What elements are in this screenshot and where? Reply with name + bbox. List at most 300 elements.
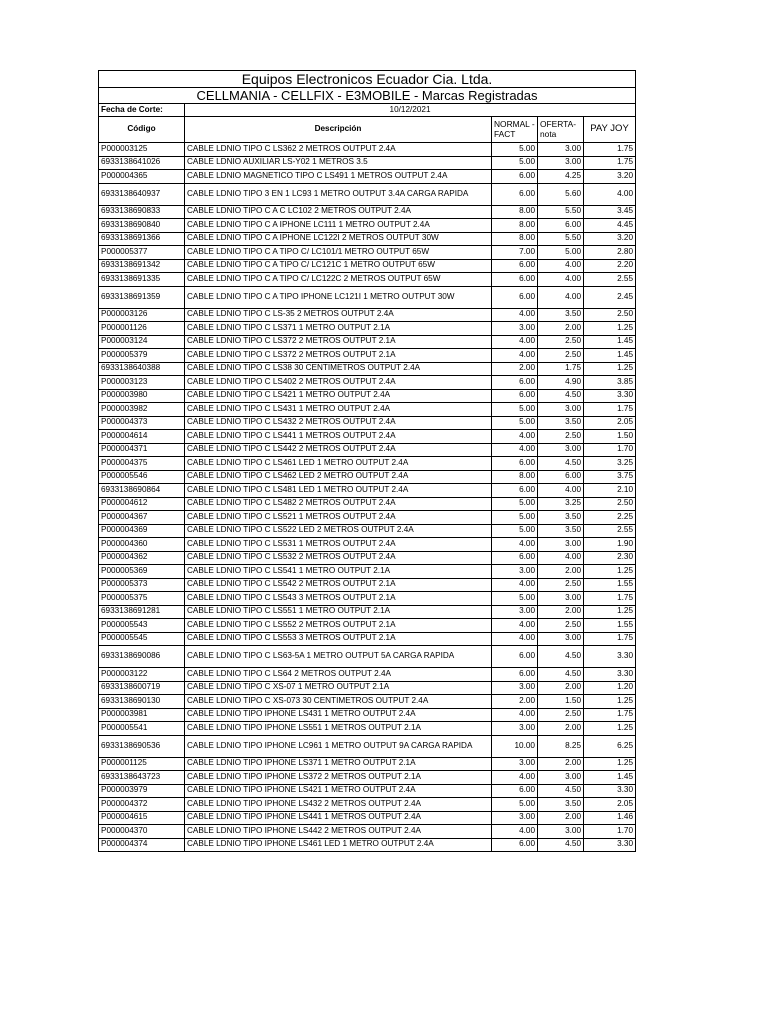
product-code: 6933138641026 xyxy=(99,156,185,170)
price-normal: 3.00 xyxy=(492,605,538,619)
price-payjoy: 3.20 xyxy=(584,232,636,246)
price-oferta: 3.00 xyxy=(538,825,584,839)
price-oferta: 4.00 xyxy=(538,286,584,308)
product-code: P000004362 xyxy=(99,551,185,565)
table-row xyxy=(99,578,636,592)
price-normal: 4.00 xyxy=(492,578,538,592)
product-code: 6933138691281 xyxy=(99,605,185,619)
product-code: P000005541 xyxy=(99,722,185,736)
product-code: P000004367 xyxy=(99,511,185,525)
price-oferta: 4.50 xyxy=(538,668,584,682)
table-row xyxy=(99,565,636,579)
price-payjoy: 1.75 xyxy=(584,592,636,606)
product-description: CABLE LDNIO TIPO IPHONE LS421 1 METRO OUTPUT 2.4A xyxy=(185,784,492,798)
price-oferta: 5.00 xyxy=(538,246,584,260)
product-code: P000004375 xyxy=(99,457,185,471)
product-code: P000003126 xyxy=(99,308,185,322)
product-code: P000004612 xyxy=(99,497,185,511)
company-title-row xyxy=(99,71,636,88)
table-row xyxy=(99,708,636,722)
product-description: CABLE LDNIO TIPO C LS-35 2 METROS OUTPUT 2.4A xyxy=(185,308,492,322)
price-payjoy: 2.45 xyxy=(584,286,636,308)
price-oferta: 1.75 xyxy=(538,362,584,376)
product-description: CABLE LDNIO TIPO IPHONE LS432 2 METROS OUTPUT 2.4A xyxy=(185,798,492,812)
price-payjoy: 2.10 xyxy=(584,484,636,498)
product-code: P000004614 xyxy=(99,430,185,444)
header-pay-joy: PAY JOY xyxy=(584,117,636,143)
product-code: 6933138691359 xyxy=(99,286,185,308)
price-oferta: 2.50 xyxy=(538,335,584,349)
product-description: CABLE LDNIO TIPO C A C LC102 2 METROS OUTPUT 2.4A xyxy=(185,205,492,219)
price-payjoy: 2.05 xyxy=(584,416,636,430)
product-description: CABLE LDNIO TIPO C LS372 2 METROS OUTPUT 2.1A xyxy=(185,335,492,349)
price-normal: 7.00 xyxy=(492,246,538,260)
product-description: CABLE LDNIO TIPO C LS461 LED 1 METRO OUTPUT 2.4A xyxy=(185,457,492,471)
price-payjoy: 3.85 xyxy=(584,376,636,390)
product-description: CABLE LDNIO TIPO C LS462 LED 2 METRO OUTPUT 2.4A xyxy=(185,470,492,484)
price-normal: 4.00 xyxy=(492,708,538,722)
price-payjoy: 1.75 xyxy=(584,403,636,417)
price-payjoy: 6.25 xyxy=(584,735,636,757)
price-oferta: 5.50 xyxy=(538,205,584,219)
product-code: 6933138690833 xyxy=(99,205,185,219)
price-payjoy: 1.25 xyxy=(584,362,636,376)
price-normal: 4.00 xyxy=(492,632,538,646)
product-code: P000001125 xyxy=(99,757,185,771)
price-oferta: 3.00 xyxy=(538,632,584,646)
price-oferta: 4.00 xyxy=(538,259,584,273)
price-oferta: 2.00 xyxy=(538,565,584,579)
product-description: CABLE LDNIO TIPO C LS432 2 METROS OUTPUT 2.4A xyxy=(185,416,492,430)
table-row xyxy=(99,156,636,170)
cutoff-date-row xyxy=(99,104,636,117)
price-payjoy: 1.25 xyxy=(584,757,636,771)
price-payjoy: 1.45 xyxy=(584,335,636,349)
price-oferta: 2.50 xyxy=(538,708,584,722)
table-row xyxy=(99,735,636,757)
price-normal: 3.00 xyxy=(492,681,538,695)
product-code: 6933138643723 xyxy=(99,771,185,785)
price-payjoy: 3.30 xyxy=(584,784,636,798)
price-normal: 4.00 xyxy=(492,335,538,349)
product-description: CABLE LDNIO TIPO C LS38 30 CENTIMETROS OUTPUT 2.4A xyxy=(185,362,492,376)
product-description: CABLE LDNIO TIPO C LS482 2 METROS OUTPUT 2.4A xyxy=(185,497,492,511)
table-row xyxy=(99,183,636,205)
price-payjoy: 1.55 xyxy=(584,578,636,592)
product-description: CABLE LDNIO TIPO C XS-07 1 METRO OUTPUT 2.1A xyxy=(185,681,492,695)
price-oferta: 4.00 xyxy=(538,484,584,498)
table-row xyxy=(99,668,636,682)
price-payjoy: 2.25 xyxy=(584,511,636,525)
price-payjoy: 3.25 xyxy=(584,457,636,471)
product-description: CABLE LDNIO TIPO C LS543 3 METROS OUTPUT 2.1A xyxy=(185,592,492,606)
cutoff-date-value: 10/12/2021 xyxy=(185,104,636,117)
price-payjoy: 2.50 xyxy=(584,497,636,511)
price-payjoy: 2.05 xyxy=(584,798,636,812)
price-payjoy: 1.25 xyxy=(584,722,636,736)
product-description: CABLE LDNIO TIPO C LS532 2 METROS OUTPUT 2.4A xyxy=(185,551,492,565)
product-code: 6933138690130 xyxy=(99,695,185,709)
price-normal: 4.00 xyxy=(492,619,538,633)
price-normal: 3.00 xyxy=(492,757,538,771)
price-normal: 6.00 xyxy=(492,646,538,668)
price-payjoy: 1.50 xyxy=(584,430,636,444)
table-row xyxy=(99,497,636,511)
product-description: CABLE LDNIO TIPO IPHONE LS371 1 METRO OUTPUT 2.1A xyxy=(185,757,492,771)
price-normal: 8.00 xyxy=(492,232,538,246)
price-payjoy: 1.46 xyxy=(584,811,636,825)
price-table xyxy=(98,70,636,852)
price-normal: 6.00 xyxy=(492,484,538,498)
table-row xyxy=(99,605,636,619)
price-payjoy: 1.45 xyxy=(584,349,636,363)
product-description: CABLE LDNIO TIPO C LS421 1 METRO OUTPUT 2.4A xyxy=(185,389,492,403)
product-description: CABLE LDNIO TIPO C LS481 LED 1 METRO OUTPUT 2.4A xyxy=(185,484,492,498)
price-normal: 4.00 xyxy=(492,430,538,444)
price-normal: 6.00 xyxy=(492,259,538,273)
product-description: CABLE LDNIO TIPO IPHONE LS551 1 METROS OUTPUT 2.1A xyxy=(185,722,492,736)
product-code: P000001126 xyxy=(99,322,185,336)
price-oferta: 3.00 xyxy=(538,538,584,552)
column-header-row xyxy=(99,117,636,143)
price-normal: 6.00 xyxy=(492,838,538,852)
table-row xyxy=(99,811,636,825)
price-payjoy: 3.75 xyxy=(584,470,636,484)
table-row xyxy=(99,362,636,376)
price-oferta: 3.50 xyxy=(538,308,584,322)
product-description: CABLE LDNIO TIPO C A TIPO C/ LC122C 2 METROS OUTPUT 65W xyxy=(185,273,492,287)
price-payjoy: 1.25 xyxy=(584,605,636,619)
price-normal: 8.00 xyxy=(492,205,538,219)
table-row xyxy=(99,443,636,457)
price-normal: 8.00 xyxy=(492,470,538,484)
price-payjoy: 3.20 xyxy=(584,170,636,184)
product-code: P000003122 xyxy=(99,668,185,682)
price-oferta: 4.00 xyxy=(538,551,584,565)
header-codigo: Código xyxy=(99,117,185,143)
price-oferta: 4.00 xyxy=(538,273,584,287)
product-code: P000004374 xyxy=(99,838,185,852)
product-description: CABLE LDNIO TIPO C LS402 2 METROS OUTPUT 2.4A xyxy=(185,376,492,390)
price-payjoy: 1.55 xyxy=(584,619,636,633)
price-payjoy: 1.75 xyxy=(584,143,636,157)
table-row xyxy=(99,470,636,484)
table-row xyxy=(99,205,636,219)
table-row xyxy=(99,430,636,444)
product-code: P000004372 xyxy=(99,798,185,812)
price-normal: 6.00 xyxy=(492,784,538,798)
product-code: 6933138691366 xyxy=(99,232,185,246)
price-normal: 5.00 xyxy=(492,143,538,157)
table-row xyxy=(99,376,636,390)
table-row xyxy=(99,308,636,322)
product-code: P000004360 xyxy=(99,538,185,552)
table-row xyxy=(99,798,636,812)
price-oferta: 2.50 xyxy=(538,619,584,633)
price-payjoy: 3.30 xyxy=(584,389,636,403)
product-description: CABLE LDNIO TIPO 3 EN 1 LC93 1 METRO OUTPUT 3.4A CARGA RAPIDA xyxy=(185,183,492,205)
product-code: 6933138690840 xyxy=(99,219,185,233)
product-description: CABLE LDNIO TIPO IPHONE LS441 1 METROS OUTPUT 2.4A xyxy=(185,811,492,825)
product-description: CABLE LDNIO TIPO C LS63-5A 1 METRO OUTPUT 5A CARGA RAPIDA xyxy=(185,646,492,668)
table-row xyxy=(99,335,636,349)
table-row xyxy=(99,771,636,785)
price-oferta: 3.50 xyxy=(538,798,584,812)
product-description: CABLE LDNIO TIPO C XS-073 30 CENTIMETROS OUTPUT 2.4A xyxy=(185,695,492,709)
price-oferta: 2.00 xyxy=(538,757,584,771)
price-oferta: 4.50 xyxy=(538,457,584,471)
product-description: CABLE LDNIO TIPO IPHONE LS431 1 METRO OUTPUT 2.4A xyxy=(185,708,492,722)
price-normal: 5.00 xyxy=(492,497,538,511)
price-normal: 4.00 xyxy=(492,349,538,363)
product-code: P000004371 xyxy=(99,443,185,457)
price-payjoy: 1.45 xyxy=(584,771,636,785)
price-oferta: 2.00 xyxy=(538,322,584,336)
product-description: CABLE LDNIO TIPO C LS372 2 METROS OUTPUT 2.1A xyxy=(185,349,492,363)
table-row xyxy=(99,825,636,839)
price-oferta: 6.00 xyxy=(538,470,584,484)
product-description: CABLE LDNIO TIPO IPHONE LS442 2 METROS OUTPUT 2.4A xyxy=(185,825,492,839)
price-normal: 3.00 xyxy=(492,811,538,825)
price-oferta: 2.00 xyxy=(538,811,584,825)
table-row xyxy=(99,551,636,565)
price-payjoy: 3.30 xyxy=(584,668,636,682)
product-code: 6933138690536 xyxy=(99,735,185,757)
price-oferta: 2.00 xyxy=(538,722,584,736)
product-description: CABLE LDNIO TIPO C LS521 1 METROS OUTPUT 2.4A xyxy=(185,511,492,525)
price-normal: 8.00 xyxy=(492,219,538,233)
table-row xyxy=(99,259,636,273)
price-payjoy: 1.90 xyxy=(584,538,636,552)
product-description: CABLE LDNIO AUXILIAR LS-Y02 1 METROS 3.5 xyxy=(185,156,492,170)
product-code: P000003980 xyxy=(99,389,185,403)
brands-subtitle: CELLMANIA - CELLFIX - E3MOBILE - Marcas Registradas xyxy=(99,88,636,104)
product-description: CABLE LDNIO TIPO C LS553 3 METROS OUTPUT 2.1A xyxy=(185,632,492,646)
table-row xyxy=(99,416,636,430)
table-row xyxy=(99,695,636,709)
product-description: CABLE LDNIO TIPO C LS542 2 METROS OUTPUT 2.1A xyxy=(185,578,492,592)
product-description: CABLE LDNIO TIPO C LS522 LED 2 METROS OUTPUT 2.4A xyxy=(185,524,492,538)
price-normal: 6.00 xyxy=(492,286,538,308)
product-description: CABLE LDNIO TIPO C LS441 1 METROS OUTPUT 2.4A xyxy=(185,430,492,444)
price-normal: 6.00 xyxy=(492,170,538,184)
table-row xyxy=(99,632,636,646)
price-oferta: 2.50 xyxy=(538,430,584,444)
product-code: P000004373 xyxy=(99,416,185,430)
price-normal: 10.00 xyxy=(492,735,538,757)
price-payjoy: 1.75 xyxy=(584,632,636,646)
product-code: 6933138691335 xyxy=(99,273,185,287)
table-row xyxy=(99,143,636,157)
brands-row xyxy=(99,88,636,104)
price-normal: 6.00 xyxy=(492,273,538,287)
product-code: P000005546 xyxy=(99,470,185,484)
price-normal: 5.00 xyxy=(492,156,538,170)
product-code: P000003981 xyxy=(99,708,185,722)
product-code: P000004370 xyxy=(99,825,185,839)
price-normal: 5.00 xyxy=(492,524,538,538)
price-normal: 3.00 xyxy=(492,565,538,579)
price-normal: 4.00 xyxy=(492,825,538,839)
table-row xyxy=(99,286,636,308)
price-normal: 6.00 xyxy=(492,551,538,565)
price-payjoy: 3.45 xyxy=(584,205,636,219)
product-description: CABLE LDNIO TIPO C A IPHONE LC111 1 METRO OUTPUT 2.4A xyxy=(185,219,492,233)
product-description: CABLE LDNIO TIPO IPHONE LS372 2 METROS OUTPUT 2.1A xyxy=(185,771,492,785)
product-code: P000005545 xyxy=(99,632,185,646)
price-normal: 6.00 xyxy=(492,457,538,471)
price-oferta: 8.25 xyxy=(538,735,584,757)
price-normal: 4.00 xyxy=(492,771,538,785)
price-normal: 6.00 xyxy=(492,183,538,205)
price-oferta: 3.50 xyxy=(538,416,584,430)
price-oferta: 4.50 xyxy=(538,646,584,668)
product-code: P000005375 xyxy=(99,592,185,606)
company-name: Equipos Electronicos Ecuador Cia. Ltda. xyxy=(99,71,636,88)
price-normal: 5.00 xyxy=(492,798,538,812)
price-payjoy: 2.50 xyxy=(584,308,636,322)
price-normal: 4.00 xyxy=(492,308,538,322)
price-normal: 3.00 xyxy=(492,722,538,736)
product-code: P000005379 xyxy=(99,349,185,363)
price-normal: 6.00 xyxy=(492,668,538,682)
price-oferta: 2.50 xyxy=(538,349,584,363)
price-payjoy: 1.70 xyxy=(584,825,636,839)
product-code: 6933138640937 xyxy=(99,183,185,205)
price-oferta: 5.60 xyxy=(538,183,584,205)
table-row xyxy=(99,619,636,633)
header-oferta-nota: OFERTA- nota xyxy=(538,117,584,143)
price-oferta: 3.00 xyxy=(538,143,584,157)
price-payjoy: 2.80 xyxy=(584,246,636,260)
price-oferta: 4.90 xyxy=(538,376,584,390)
price-payjoy: 3.30 xyxy=(584,838,636,852)
price-oferta: 2.50 xyxy=(538,578,584,592)
price-payjoy: 1.75 xyxy=(584,708,636,722)
product-description: CABLE LDNIO MAGNETICO TIPO C LS491 1 METROS OUTPUT 2.4A xyxy=(185,170,492,184)
table-row xyxy=(99,484,636,498)
price-normal: 4.00 xyxy=(492,538,538,552)
price-payjoy: 1.20 xyxy=(584,681,636,695)
price-normal: 3.00 xyxy=(492,322,538,336)
product-code: P000005377 xyxy=(99,246,185,260)
table-row xyxy=(99,170,636,184)
price-oferta: 5.50 xyxy=(538,232,584,246)
table-row xyxy=(99,389,636,403)
product-description: CABLE LDNIO TIPO C LS442 2 METROS OUTPUT 2.4A xyxy=(185,443,492,457)
price-oferta: 3.00 xyxy=(538,592,584,606)
product-description: CABLE LDNIO TIPO C LS431 1 METRO OUTPUT 2.4A xyxy=(185,403,492,417)
product-description: CABLE LDNIO TIPO C LS64 2 METROS OUTPUT 2.4A xyxy=(185,668,492,682)
table-row xyxy=(99,219,636,233)
price-normal: 5.00 xyxy=(492,416,538,430)
price-oferta: 2.00 xyxy=(538,681,584,695)
price-payjoy: 4.45 xyxy=(584,219,636,233)
price-normal: 2.00 xyxy=(492,362,538,376)
product-code: P000004365 xyxy=(99,170,185,184)
price-oferta: 3.50 xyxy=(538,511,584,525)
price-normal: 5.00 xyxy=(492,511,538,525)
price-payjoy: 1.70 xyxy=(584,443,636,457)
price-normal: 5.00 xyxy=(492,592,538,606)
product-description: CABLE LDNIO TIPO C LS531 1 METROS OUTPUT 2.4A xyxy=(185,538,492,552)
table-row xyxy=(99,232,636,246)
price-oferta: 3.00 xyxy=(538,771,584,785)
product-code: P000003125 xyxy=(99,143,185,157)
price-payjoy: 1.25 xyxy=(584,322,636,336)
product-code: P000004615 xyxy=(99,811,185,825)
product-code: P000005373 xyxy=(99,578,185,592)
price-oferta: 1.50 xyxy=(538,695,584,709)
price-oferta: 3.00 xyxy=(538,156,584,170)
product-code: P000004369 xyxy=(99,524,185,538)
product-code: P000005543 xyxy=(99,619,185,633)
table-row xyxy=(99,349,636,363)
product-code: P000003979 xyxy=(99,784,185,798)
price-normal: 2.00 xyxy=(492,695,538,709)
price-payjoy: 2.55 xyxy=(584,524,636,538)
price-oferta: 4.50 xyxy=(538,389,584,403)
price-payjoy: 2.20 xyxy=(584,259,636,273)
product-description: CABLE LDNIO TIPO C A TIPO IPHONE LC121I 1 METRO OUTPUT 30W xyxy=(185,286,492,308)
product-description: CABLE LDNIO TIPO C LS541 1 METRO OUTPUT 2.1A xyxy=(185,565,492,579)
price-oferta: 3.00 xyxy=(538,443,584,457)
price-oferta: 6.00 xyxy=(538,219,584,233)
product-description: CABLE LDNIO TIPO C A IPHONE LC122I 2 METROS OUTPUT 30W xyxy=(185,232,492,246)
product-code: P000005369 xyxy=(99,565,185,579)
table-row xyxy=(99,722,636,736)
price-normal: 6.00 xyxy=(492,389,538,403)
product-description: CABLE LDNIO TIPO IPHONE LS461 LED 1 METRO OUTPUT 2.4A xyxy=(185,838,492,852)
product-code: 6933138690086 xyxy=(99,646,185,668)
price-payjoy: 1.25 xyxy=(584,565,636,579)
price-payjoy: 1.75 xyxy=(584,156,636,170)
product-code: P000003982 xyxy=(99,403,185,417)
table-row xyxy=(99,246,636,260)
price-oferta: 2.00 xyxy=(538,605,584,619)
table-row xyxy=(99,538,636,552)
table-row xyxy=(99,757,636,771)
price-payjoy: 2.55 xyxy=(584,273,636,287)
product-description: CABLE LDNIO TIPO C LS371 1 METRO OUTPUT 2.1A xyxy=(185,322,492,336)
table-row xyxy=(99,273,636,287)
header-descripcion: Descripción xyxy=(185,117,492,143)
table-row xyxy=(99,322,636,336)
product-code: 6933138600719 xyxy=(99,681,185,695)
price-payjoy: 4.00 xyxy=(584,183,636,205)
price-payjoy: 1.25 xyxy=(584,695,636,709)
price-payjoy: 3.30 xyxy=(584,646,636,668)
table-row xyxy=(99,681,636,695)
product-description: CABLE LDNIO TIPO C A TIPO C/ LC121C 1 METRO OUTPUT 65W xyxy=(185,259,492,273)
product-code: P000003123 xyxy=(99,376,185,390)
table-row xyxy=(99,524,636,538)
price-oferta: 3.25 xyxy=(538,497,584,511)
price-normal: 6.00 xyxy=(492,376,538,390)
table-row xyxy=(99,403,636,417)
table-row xyxy=(99,784,636,798)
table-row xyxy=(99,646,636,668)
header-normal-fact: NORMAL -FACT xyxy=(492,117,538,143)
price-payjoy: 2.30 xyxy=(584,551,636,565)
table-row xyxy=(99,592,636,606)
product-code: 6933138690864 xyxy=(99,484,185,498)
table-row xyxy=(99,511,636,525)
price-oferta: 4.50 xyxy=(538,838,584,852)
table-row xyxy=(99,838,636,852)
price-normal: 4.00 xyxy=(492,443,538,457)
product-description: CABLE LDNIO TIPO C LS362 2 METROS OUTPUT 2.4A xyxy=(185,143,492,157)
